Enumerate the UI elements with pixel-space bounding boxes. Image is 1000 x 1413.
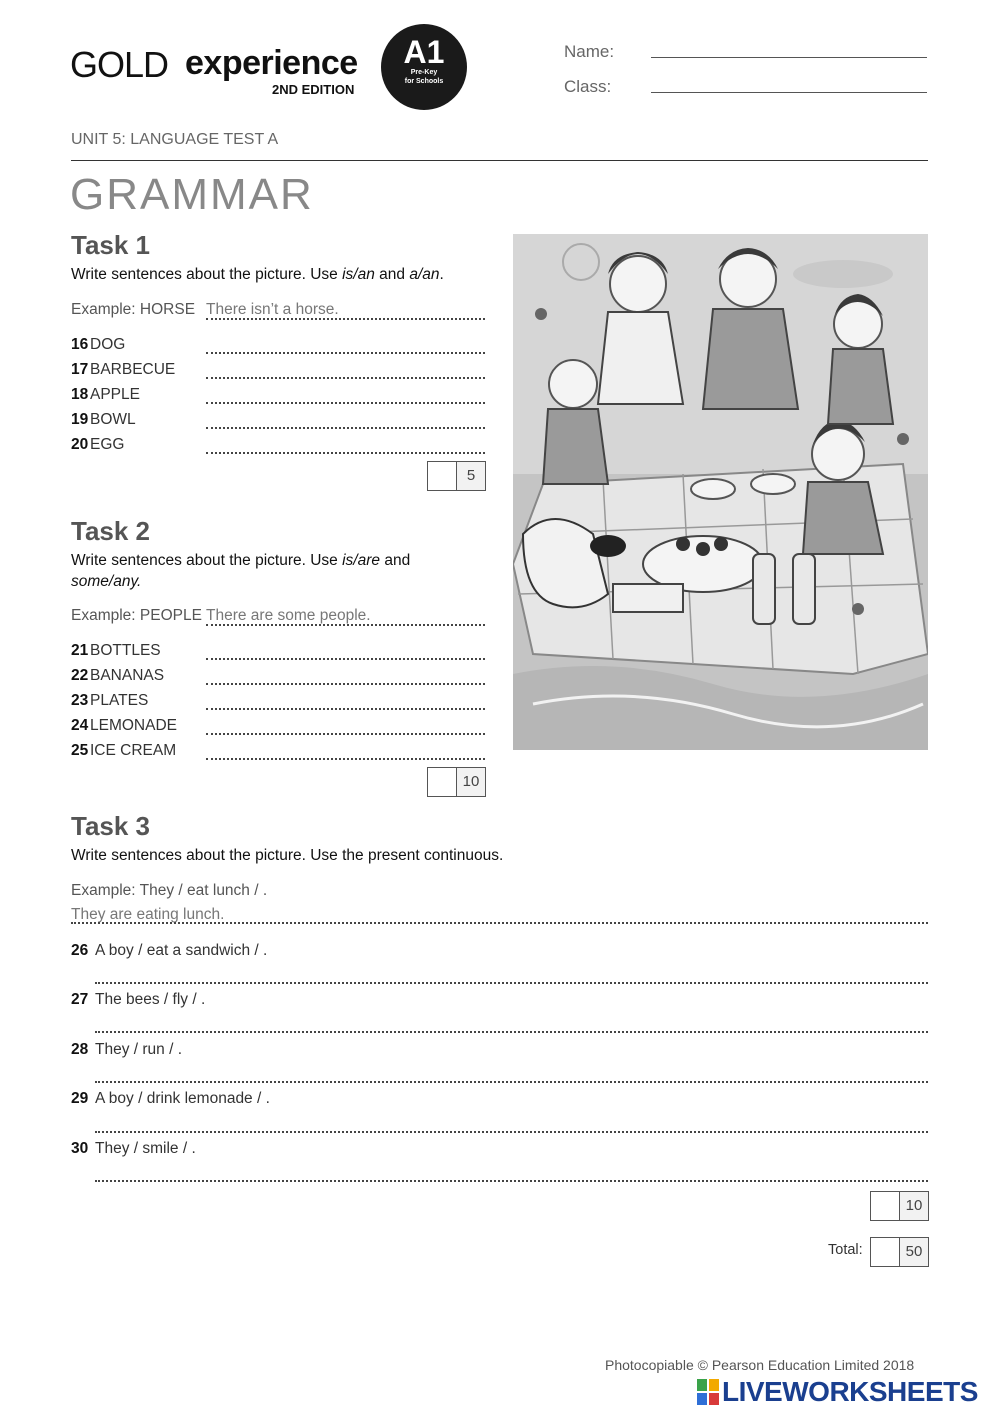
- name-field[interactable]: [651, 57, 927, 58]
- question-prompt: A boy / eat a sandwich / .: [95, 942, 268, 959]
- task1-instruction-and: and: [374, 266, 410, 283]
- task2-example-line: [206, 624, 485, 626]
- question-number: 23: [71, 692, 89, 709]
- task1-example-line: [206, 318, 485, 320]
- score-max: 10: [457, 768, 485, 796]
- task2-instruction-em2: some/any.: [71, 573, 142, 590]
- score-max: 10: [900, 1192, 928, 1220]
- task2-title: Task 2: [71, 516, 151, 546]
- answer-line-22[interactable]: [206, 683, 485, 685]
- answer-line-27[interactable]: [95, 1031, 928, 1033]
- task2-example-answer: There are some people.: [206, 607, 371, 624]
- question-prompt: They / smile / .: [95, 1140, 196, 1157]
- answer-line-17[interactable]: [206, 377, 485, 379]
- task2-score-box: [427, 767, 486, 797]
- score-input[interactable]: [428, 768, 457, 796]
- header-divider: [71, 160, 928, 161]
- question-number: 17: [71, 361, 89, 378]
- task3-score-box: [870, 1191, 929, 1221]
- question-word: BOWL: [90, 411, 136, 428]
- task1-instruction: [71, 264, 444, 285]
- task2-example-label: Example: PEOPLE: [71, 607, 202, 624]
- task1-instruction-end: .: [439, 266, 444, 283]
- question-number: 18: [71, 386, 89, 403]
- answer-line-28[interactable]: [95, 1081, 928, 1083]
- liveworksheets-watermark: LIVEWORKSHEETS: [722, 1376, 978, 1407]
- badge-sub-2: for Schools: [404, 78, 444, 85]
- question-number: 25: [71, 742, 89, 759]
- badge-level: A1: [403, 34, 445, 70]
- task1-instruction-em1: is/an: [342, 266, 375, 283]
- question-word: DOG: [90, 336, 126, 353]
- score-input[interactable]: [428, 462, 457, 490]
- question-word: APPLE: [90, 386, 140, 403]
- task3-example-answer: They are eating lunch.: [71, 906, 225, 923]
- total-score-input[interactable]: [871, 1238, 900, 1266]
- question-number: 30: [71, 1140, 89, 1157]
- task2-instruction-and: and: [380, 552, 411, 569]
- question-word: BANANAS: [90, 667, 165, 684]
- answer-line-26[interactable]: [95, 982, 928, 984]
- answer-line-18[interactable]: [206, 402, 485, 404]
- question-number: 29: [71, 1090, 89, 1107]
- answer-line-23[interactable]: [206, 708, 485, 710]
- question-word: BARBECUE: [90, 361, 176, 378]
- question-number: 27: [71, 991, 89, 1008]
- edition-label: 2ND EDITION: [272, 82, 355, 97]
- task1-example-label: Example: HORSE: [71, 301, 196, 318]
- total-label: Total:: [828, 1242, 863, 1258]
- task3-title: Task 3: [71, 811, 151, 841]
- total-score-max: 50: [900, 1238, 928, 1266]
- task1-score-box: [427, 461, 486, 491]
- score-input[interactable]: [871, 1192, 900, 1220]
- question-number: 24: [71, 717, 89, 734]
- question-word: BOTTLES: [90, 642, 161, 659]
- brand-gold: GOLD: [70, 44, 169, 85]
- task1-instruction-em2: a/an: [409, 266, 440, 283]
- section-title: GRAMMAR: [70, 170, 314, 219]
- answer-line-19[interactable]: [206, 427, 485, 429]
- task2-instruction-em1: is/are: [342, 552, 381, 569]
- task3-example-line: [71, 922, 928, 924]
- question-prompt: The bees / fly / .: [95, 991, 206, 1008]
- question-number: 16: [71, 336, 89, 353]
- question-number: 22: [71, 667, 89, 684]
- total-score-box: [870, 1237, 929, 1267]
- question-number: 28: [71, 1041, 89, 1058]
- brand-experience: experience: [185, 44, 358, 82]
- task3-example-label: Example: They / eat lunch / .: [71, 882, 268, 899]
- answer-line-21[interactable]: [206, 658, 485, 660]
- question-number: 20: [71, 436, 89, 453]
- answer-line-25[interactable]: [206, 758, 485, 760]
- answer-line-30[interactable]: [95, 1180, 928, 1182]
- copyright-notice: Photocopiable © Pearson Education Limited 2018: [605, 1357, 915, 1373]
- unit-label: UNIT 5: LANGUAGE TEST A: [71, 131, 279, 148]
- question-word: LEMONADE: [90, 717, 177, 734]
- liveworksheets-logo-icon: [697, 1379, 719, 1405]
- answer-line-16[interactable]: [206, 352, 485, 354]
- picnic-illustration: [513, 234, 928, 750]
- question-number: 21: [71, 642, 89, 659]
- answer-line-29[interactable]: [95, 1131, 928, 1133]
- name-label: Name:: [564, 42, 615, 61]
- task1-title: Task 1: [71, 230, 151, 260]
- score-max: 5: [457, 462, 485, 490]
- class-label: Class:: [564, 77, 612, 96]
- task2-instruction-text: Write sentences about the picture. Use: [71, 552, 343, 569]
- task1-example-answer: There isn’t a horse.: [206, 301, 339, 318]
- task1-instruction-text: Write sentences about the picture. Use: [71, 266, 343, 283]
- picnic-scene-icon: [513, 234, 928, 750]
- task2-instruction: [71, 550, 491, 592]
- question-word: PLATES: [90, 692, 149, 709]
- badge-sub-1: Pre-Key: [410, 69, 438, 76]
- answer-line-20[interactable]: [206, 452, 485, 454]
- class-field[interactable]: [651, 92, 927, 93]
- question-prompt: A boy / drink lemonade / .: [95, 1090, 270, 1107]
- question-word: EGG: [90, 436, 125, 453]
- level-badge: [381, 24, 467, 110]
- question-number: 19: [71, 411, 89, 428]
- question-number: 26: [71, 942, 89, 959]
- answer-line-24[interactable]: [206, 733, 485, 735]
- question-prompt: They / run / .: [95, 1041, 183, 1058]
- task3-instruction: Write sentences about the picture. Use the present continuous.: [71, 847, 504, 864]
- question-word: ICE CREAM: [90, 742, 177, 759]
